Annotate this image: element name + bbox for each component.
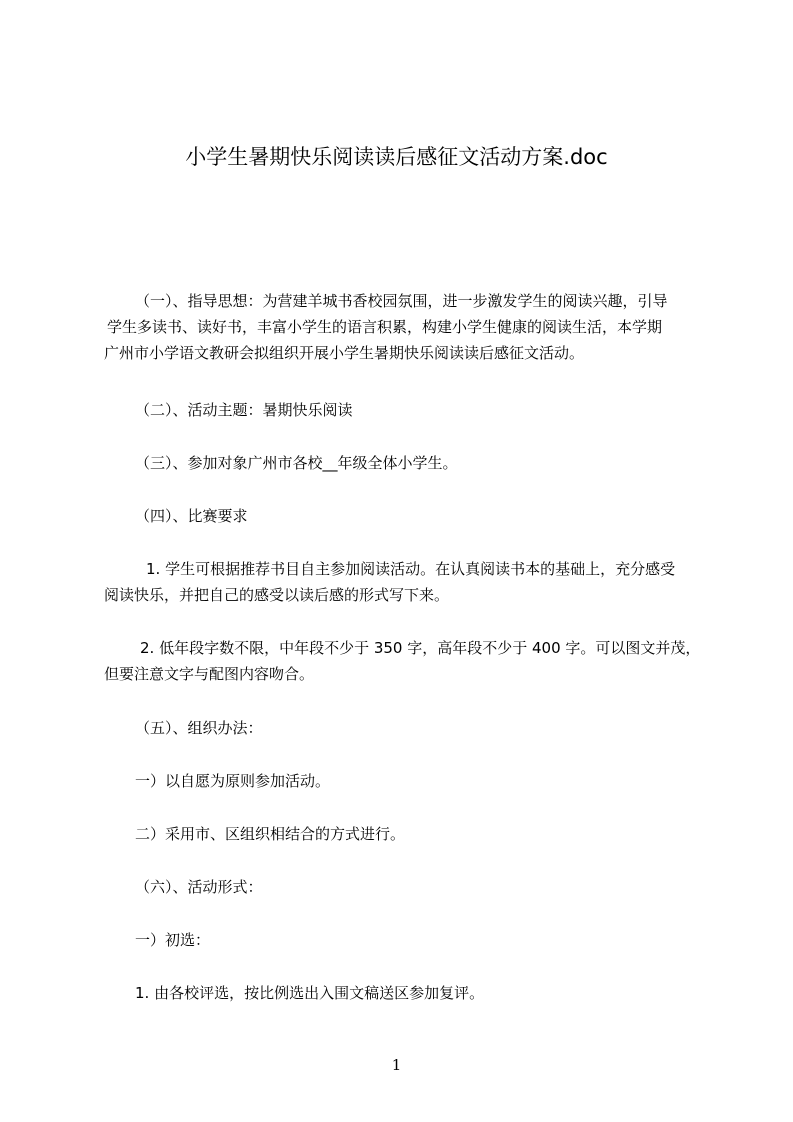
text-line: 一）以自愿为原则参加活动。 bbox=[135, 772, 331, 790]
paragraph-activity-theme bbox=[135, 397, 353, 423]
text-line: （六）、活动形式： bbox=[135, 878, 263, 896]
text-line: 学生多读书、读好书，丰富小学生的语言积累，构建小学生健康的阅读生活，本学期 bbox=[107, 318, 663, 336]
text-line: 广州市小学语文教研会拟组织开展小学生暑期快乐阅读读后感征文活动。 bbox=[104, 344, 585, 362]
text-line: （二）、活动主题：暑期快乐阅读 bbox=[135, 401, 353, 419]
text-line: （三）、参加对象广州市各校__年级全体小学生。 bbox=[135, 454, 458, 472]
paragraph-guiding-principle bbox=[104, 288, 668, 366]
paragraph-competition-requirements bbox=[135, 503, 248, 529]
text-line: 一）初选： bbox=[135, 931, 211, 949]
paragraph-requirement-2 bbox=[104, 635, 700, 687]
text-line: 2. 低年段字数不限，中年段不少于 350 字，高年段不少于 400 字。可以图文并茂， bbox=[140, 639, 701, 657]
text-line: 1. 由各校评选，按比例选出入围文稿送区参加复评。 bbox=[135, 984, 485, 1002]
paragraph-activity-form bbox=[135, 874, 263, 900]
page-number: 1 bbox=[391, 1056, 402, 1074]
paragraph-organization-method bbox=[135, 715, 263, 741]
paragraph-participants bbox=[135, 450, 458, 476]
paragraph-requirement-1 bbox=[104, 556, 675, 608]
text-line: （五）、组织办法： bbox=[135, 719, 263, 737]
text-line: （一）、指导思想：为营建羊城书香校园氛围，进一步激发学生的阅读兴趣，引导 bbox=[135, 292, 668, 310]
text-line: 阅读快乐，并把自己的感受以读后感的形式写下来。 bbox=[104, 586, 450, 604]
text-line: 二）采用市、区组织相结合的方式进行。 bbox=[135, 825, 406, 843]
paragraph-voluntary bbox=[135, 768, 330, 794]
document-title: 小学生暑期快乐阅读读后感征文活动方案.doc bbox=[185, 145, 608, 169]
text-line: 但要注意文字与配图内容吻合。 bbox=[104, 665, 315, 683]
text-line: 1. 学生可根据推荐书目自主参加阅读活动。在认真阅读书本的基础上，充分感受 bbox=[146, 560, 676, 578]
paragraph-preliminary bbox=[135, 927, 210, 953]
text-line: （四）、比赛要求 bbox=[135, 507, 248, 525]
paragraph-school-selection bbox=[135, 980, 484, 1006]
paragraph-city-district bbox=[135, 821, 405, 847]
